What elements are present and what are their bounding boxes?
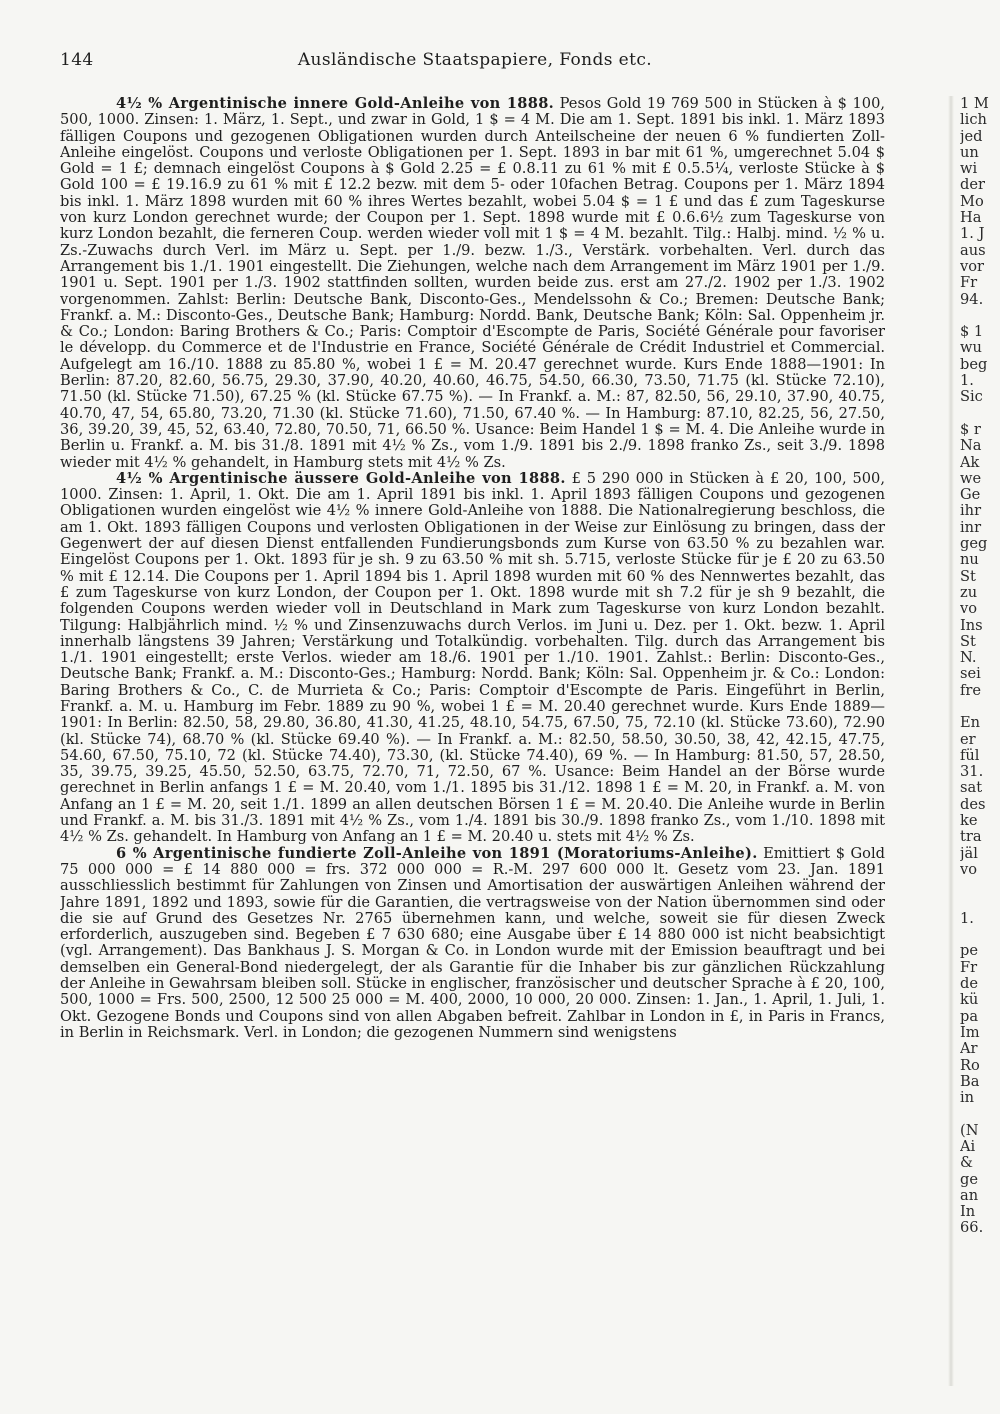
facing-page-fragment: der bbox=[960, 176, 985, 194]
facing-page-fragment: Im bbox=[960, 1023, 980, 1041]
entry-text: £ 5 290 000 in Stücken à £ 20, 100, 500, 1000. Zinsen: 1. April, 1. Okt. Die am 1. April 1891 bis inkl. 1. April 1893 fälligen Coupons und gezogenen Obligationen wurden eingelöst wie 4½ % innere Gold-Anleihe von 1888. Die Nationalregierung beschloss, die am 1. Okt. 1893 fälligen Coupons und verlosten Obligationen in der Weise zur Einlösung zu bringen, dass der Gegenwert der auf diesen Dienst entfallenden Fundierungsbonds zum Kurse von 63.50 % zu bezahlen war. Eingelöst Coupons per 1. Okt. 1893 für je sh. 9 zu 63.50 % mit sh. 5.715, verloste Stücke für je £ 20 zu 63.50 % mit £ 12.14. Die Coupons per 1. April 1894 bis 1. April 1898 wurden mit 60 % des Nennwertes bezahlt, das £ zum Tageskurse von kurz London, der Coupon per 1. Okt. 1898 wurde mit sh 7.2 für je sh 9 bezahlt, die folgenden Coupons werden wieder voll in Deutschland in Mark zum Tageskurse von kurz London bezahlt. Tilgung: Halbjährlich mind. ½ % und Zinsenzuwachs durch Verlos. im Juni u. Dez. per 1. Okt. bezw. 1. April innerhalb längstens 39 Jahren; Verstärkung und Totalkündig. vorbehalten. Tilg. durch das Arrangement bis 1./1. 1901 eingestellt; erste Verlos. wieder am 18./6. 1901 per 1./10. 1901. Zahlst.: Berlin: Disconto-Ges., Deutsche Bank; Frankf. a. M.: Disconto-Ges.; Hamburg: Nordd. Bank; Köln: Sal. Oppenheim jr. & Co.: London: Baring Brothers & Co., C. de Murrieta & Co.; Paris: Comptoir d'Escompte de Paris. Eingeführt in Berlin, Frankf. a. M. u. Hamburg im Febr. 1889 zu 90 %, wobei 1 £ = M. 20.40 gerechnet wurde. Kurs Ende 1889—1901: In Berlin: 82.50, 58, 29.80, 36.80, 41.30, 41.25, 48.10, 54.75, 67.50, 75, 72.10 (kl. Stücke 73.60), 72.90 (kl. Stücke 74), 68.70 % (kl. Stücke 69.40 %). — In Frankf. a. M.: 82.50, 58.50, 30.50, 38, 42, 42.15, 47.75, 54.60, 67.50, 75.10, 72 (kl. Stücke 74.40), 73.30, (kl. Stücke 74.40), 69 %. — In Hamburg: 81.50, 57, 28.50, 35, 39.75, 39.25, 45.50, 52.50, 63.75, 72.70, 71, 72.50, 67 %. Usance: Beim Handel an der Börse wurde gerechnet in Berlin anfangs 1 £ = M. 20.40, vom 1./1. 1895 bis 31./12. 1898 1 £ = M. 20, in Frankf. a. M. von Anfang an 1 £ = M. 20, seit 1./1. 1899 an allen deutschen Börsen 1 £ = M. 20.40. Die Anleihe wurde in Berlin und Frankf. a. M. bis 31./3. 1891 mit 4½ % Zs., vom 1./4. 1891 bis 30./9. 1898 franko Zs., vom 1./10. 1898 mit 4½ % Zs. gehandelt. In Hamburg von Anfang an 1 £ = M. 20.40 u. stets mit 4½ % Zs. bbox=[60, 469, 885, 846]
facing-page-fragment: Ge bbox=[960, 486, 981, 504]
facing-page-fragment: 1. bbox=[960, 909, 974, 927]
facing-page-fragment: 94. bbox=[960, 290, 984, 308]
facing-page-fragment: Na bbox=[960, 437, 982, 455]
entry-title: 4½ % Argentinische innere Gold-Anleihe von 1888. bbox=[116, 96, 555, 112]
facing-page-fragment: fre bbox=[960, 681, 982, 699]
facing-page-fragment bbox=[960, 895, 1000, 911]
facing-page-fragment: 1 M bbox=[960, 96, 989, 112]
facing-page-fragment: Mo bbox=[960, 192, 984, 210]
facing-page-fragment: de bbox=[960, 975, 978, 993]
facing-page-fragment: Sic bbox=[960, 388, 983, 406]
entry-paragraph bbox=[60, 96, 885, 471]
facing-page-fragment: N. bbox=[960, 649, 977, 667]
running-head: Ausländische Staatspapiere, Fonds etc. bbox=[297, 50, 653, 70]
facing-page-fragment bbox=[960, 308, 1000, 324]
facing-page-text bbox=[960, 96, 1000, 1386]
facing-page-fragment: nu bbox=[960, 551, 979, 569]
facing-page-fragment: sei bbox=[960, 665, 981, 683]
entry-paragraph bbox=[60, 471, 885, 846]
facing-page-fragment: ge bbox=[960, 1170, 978, 1188]
facing-page-fragment: zu bbox=[960, 583, 978, 601]
facing-page-fragment: $ 1 bbox=[960, 323, 984, 341]
entry-title: 4½ % Argentinische äussere Gold-Anleihe von 1888. bbox=[116, 469, 566, 487]
facing-page-fragment bbox=[960, 699, 1000, 715]
facing-page-fragment: Ins bbox=[960, 616, 983, 634]
facing-page-fragment: wu bbox=[960, 339, 982, 357]
facing-page-fragment: Ro bbox=[960, 1056, 980, 1074]
facing-page-fragment: (N bbox=[960, 1121, 979, 1139]
facing-page-fragment: wi bbox=[960, 160, 978, 178]
facing-page-fragment: lich bbox=[960, 111, 987, 129]
facing-page-fragment: kü bbox=[960, 991, 979, 1009]
facing-page-fragment: er bbox=[960, 730, 976, 748]
facing-page-fragment: St bbox=[960, 567, 976, 585]
facing-page-fragment: 1. bbox=[960, 372, 974, 390]
facing-page-fragment: pe bbox=[960, 942, 978, 960]
facing-page-fragment: pa bbox=[960, 1007, 979, 1025]
facing-page-fragment: Fr bbox=[960, 274, 978, 292]
facing-page-fragment: vor bbox=[960, 257, 985, 275]
facing-page-fragment: ke bbox=[960, 812, 978, 830]
facing-page-fragment: in bbox=[960, 1089, 975, 1107]
page-header bbox=[60, 50, 890, 80]
facing-page-fragment: aus bbox=[960, 241, 986, 259]
facing-page-fragment: ihr bbox=[960, 502, 982, 520]
facing-page-fragment: tra bbox=[960, 828, 982, 846]
facing-page-fragment: vo bbox=[960, 860, 978, 878]
facing-page-fragment: jäl bbox=[960, 844, 978, 862]
entry-paragraph bbox=[60, 846, 885, 1042]
facing-page-fragment: un bbox=[960, 143, 979, 161]
facing-page-fragment: $ r bbox=[960, 420, 981, 438]
facing-page-fragment: 1. J bbox=[960, 225, 985, 243]
facing-page-fragment: fül bbox=[960, 746, 980, 764]
facing-page-fragment: des bbox=[960, 795, 986, 813]
facing-page-fragment: Ha bbox=[960, 209, 982, 227]
facing-page-fragment: jed bbox=[960, 127, 983, 145]
facing-page-fragment: 31. bbox=[960, 763, 984, 781]
facing-page-fragment: we bbox=[960, 469, 982, 487]
facing-page-fragment: sat bbox=[960, 779, 983, 797]
facing-page-fragment: beg bbox=[960, 355, 988, 373]
facing-page-fragment: In bbox=[960, 1203, 976, 1221]
entry-text: Emittiert $ Gold 75 000 000 = £ 14 880 000 = frs. 372 000 000 = R.-M. 297 600 000 lt. Gesetz vom 23. Jan. 1891 ausschliesslich bestimmt für Zahlungen von Zinsen und Amortisation der auswärtigen Anleihen während der Jahre 1891, 1892 und 1893, sowie für die Garantien, die vertragsweise von der Nation übernommen sind oder die sie auf Grund des Gesetzes Nr. 2765 übernehmen kann, und welche, soweit sie für diesen Zweck erforderlich, auszugeben sind. Begeben £ 7 630 680; eine Ausgabe über £ 14 880 000 ist nicht beabsichtigt (vgl. Arrangement). Das Bankhaus J. S. Morgan & Co. in London wurde mit der Emission beauftragt und bei demselben ein General-Bond niedergelegt, der als Garantie für die Inhaber bis zur gänzlichen Rückzahlung der Anleihe in Gewahrsam bleiben soll. Stücke in englischer, französischer und deutscher Sprache à £ 20, 100, 500, 1000 = Frs. 500, 2500, 12 500 25 000 = M. 400, 2000, 10 000, 20 000. Zinsen: 1. Jan., 1. April, 1. Juli, 1. Okt. Gezogene Bonds und Coupons sind von allen Abgaben befreit. Zahlbar in London in £, in Paris in Francs, in Berlin in Reichsmark. Verl. in London; die gezogenen Nummern sind wenigstens bbox=[60, 844, 885, 1041]
facing-page-fragment: Fr bbox=[960, 958, 978, 976]
facing-page-fragment: Ai bbox=[960, 1138, 976, 1155]
facing-page-fragment: inr bbox=[960, 518, 982, 536]
facing-page-fragment: En bbox=[960, 714, 981, 732]
facing-page-fragment: an bbox=[960, 1186, 979, 1204]
facing-page-fragment: & bbox=[960, 1154, 973, 1172]
facing-page-fragment: Ar bbox=[960, 1040, 978, 1058]
facing-page-fragment bbox=[960, 1106, 1000, 1122]
facing-page-fragment: St bbox=[960, 632, 976, 650]
page-number: 144 bbox=[60, 50, 94, 70]
facing-page-fragment: 66. bbox=[960, 1219, 984, 1237]
facing-page-fragment: Ak bbox=[960, 453, 980, 471]
facing-page-fragment bbox=[960, 878, 1000, 894]
facing-page-fragment bbox=[960, 927, 1000, 943]
page-fold bbox=[948, 96, 954, 1386]
facing-page-fragment: Ba bbox=[960, 1072, 980, 1090]
facing-page-fragment: geg bbox=[960, 535, 988, 553]
entry-title: 6 % Argentinische fundierte Zoll-Anleihe von 1891 (Moratoriums-Anleihe). bbox=[116, 844, 758, 862]
body-text bbox=[60, 96, 885, 1376]
facing-page-fragment: vo bbox=[960, 600, 978, 618]
facing-page-fragment bbox=[960, 406, 1000, 422]
entry-text: Pesos Gold 19 769 500 in Stücken à $ 100, 500, 1000. Zinsen: 1. März, 1. Sept., und zwar in Gold, 1 $ = 4 M. Die am 1. Sept. 1891 bis inkl. 1. März 1893 fälligen Coupons und gezogenen Obligationen wurden durch Anteilscheine der neuen 6 % fundierten Zoll-Anleihe eingelöst. Coupons und verloste Obligationen per 1. Sept. 1893 in bar mit 61 %, umgerechnet 5.04 $ Gold = 1 £; demnach eingelöst Coupons à $ Gold 2.25 = £ 0.8.11 zu 61 % mit £ 0.5.5¼, verloste Stücke à $ Gold 100 = £ 19.16.9 zu 61 % mit £ 12.2 bezw. mit dem 5- oder 10fachen Betrag. Coupons per 1. März 1894 bis inkl. 1. März 1898 wurden mit 60 % ihres Wertes bezahlt, wobei 5.04 $ = 1 £ und das £ zum Tageskurse von kurz London gerechnet wurde; der Coupon per 1. Sept. 1898 wurde mit £ 0.6.6½ zum Tageskurse von kurz London bezahlt, die ferneren Coup. werden wieder voll mit 1 $ = 4 M. bezahlt. Tilg.: Halbj. mind. ½ % u. Zs.-Zuwachs durch Verl. im März u. Sept. per 1./9. bezw. 1./3., Verstärk. vorbehalten. Verl. durch das Arrangement bis 1./1. 1901 eingestellt. Die Ziehungen, welche nach dem Arrangement im März 1901 per 1./9. 1901 u. Sept. 1901 per 1./3. 1902 stattfinden sollten, wurden beide zus. erst am 27./2. 1902 per 1./3. 1902 vorgenommen. Zahlst: Berlin: Deutsche Bank, Disconto-Ges., Mendelssohn & Co.; Bremen: Deutsche Bank; Frankf. a. M.: Disconto-Ges., Deutsche Bank; Hamburg: Nordd. Bank, Deutsche Bank; Köln: Sal. Oppenheim jr. & Co.; London: Baring Brothers & Co.; Paris: Comptoir d'Escompte de Paris, Société Générale pour favoriser le développ. du Commerce et de l'Industrie en France, Société Générale de Crédit Industriel et Commercial. Aufgelegt am 16./10. 1888 zu 85.80 %, wobei 1 £ = M. 20.47 gerechnet wurde. Kurs Ende 1888—1901: In Berlin: 87.20, 82.60, 56.75, 29.30, 37.90, 40.20, 40.60, 46.75, 54.50, 66.30, 73.50, 71.75 (kl. Stücke 72.10), 71.50 (kl. Stücke 71.50), 67.25 % (kl. Stücke 67.75 %). — In Frankf. a. M.: 87, 82.50, 56, 29.10, 37.90, 40.75, 40.70, 47, 54, 65.80, 73.20, 71.30 (kl. Stücke 71.60), 71.50, 67.40 %. — In Hamburg: 87.10, 82.25, 56, 27.50, 36, 39.20, 39, 45, 52, 63.40, 72.80, 70.50, 71, 66.50 %. Usance: Beim Handel 1 $ = M. 4. Die Anleihe wurde in Berlin u. Frankf. a. M. bis 31./8. 1891 mit 4½ % Zs., vom 1./9. 1891 bis 2./9. 1898 franko Zs., seit 3./9. 1898 wieder mit 4½ % gehandelt, in Hamburg stets mit 4½ % Zs. bbox=[60, 96, 885, 471]
